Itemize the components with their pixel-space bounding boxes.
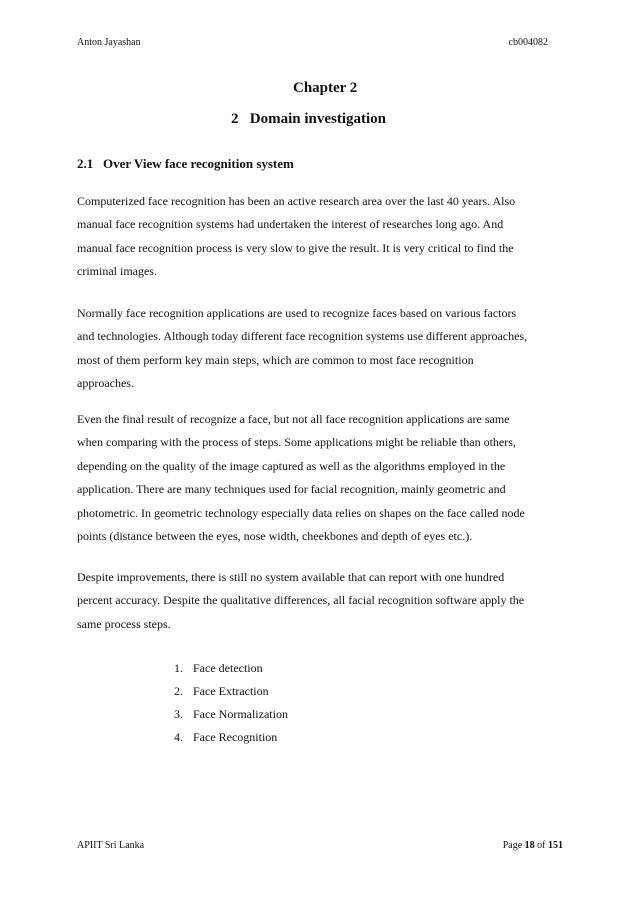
paragraph-line: manual face recognition systems had undertaken the interest of researches long ago. And bbox=[77, 217, 504, 232]
header-code: cb004082 bbox=[508, 37, 548, 48]
header-author: Anton Jayashan bbox=[77, 37, 141, 48]
page-header bbox=[77, 37, 548, 48]
subsection-heading bbox=[77, 156, 294, 172]
paragraph-line: Despite improvements, there is still no system available that can report with one hundred bbox=[77, 570, 505, 584]
paragraph-line: same process steps. bbox=[77, 616, 171, 631]
list-item-label: Face Extraction bbox=[193, 684, 269, 698]
paragraph-line: Even the final result of recognize a face, but not all face recognition applications are same bbox=[77, 412, 510, 426]
section-number: 2 bbox=[231, 111, 239, 127]
list-item-number: 3. bbox=[174, 707, 183, 721]
section-heading bbox=[231, 111, 386, 128]
footer-institution: APIIT Sri Lanka bbox=[77, 840, 145, 851]
paragraph-line: criminal images. bbox=[77, 264, 157, 279]
paragraph-line: when comparing with the process of steps. Some applications might be reliable than others, bbox=[77, 435, 516, 450]
paragraph bbox=[77, 408, 563, 548]
paragraph-line: Computerized face recognition has been an active research area over the last 40 years. Also bbox=[77, 194, 516, 208]
list-item-number: 1. bbox=[174, 661, 183, 675]
paragraph-line: percent accuracy. Despite the qualitative differences, all facial recognition software apply the bbox=[77, 593, 525, 608]
page-of: of bbox=[537, 840, 546, 851]
paragraph-line: photometric. In geometric technology especially data relies on shapes on the face called node bbox=[77, 505, 525, 520]
page-prefix: Page bbox=[502, 840, 523, 851]
chapter-title: Chapter 2 bbox=[293, 80, 358, 96]
page-number bbox=[503, 840, 563, 851]
list-item-number: 4. bbox=[174, 730, 183, 744]
paragraph-line: and technologies. Although today different face recognition systems use different approaches, bbox=[77, 329, 528, 344]
page-current: 18 bbox=[524, 840, 535, 851]
paragraph bbox=[77, 190, 563, 284]
page-total: 151 bbox=[548, 840, 563, 851]
subsection-number: 2.1 bbox=[77, 156, 94, 171]
page-footer bbox=[77, 840, 563, 851]
paragraph-line: manual face recognition process is very slow to give the result. It is very critical to find the bbox=[77, 240, 514, 255]
list-item bbox=[174, 680, 288, 703]
paragraph-line: most of them perform key main steps, which are common to most face recognition bbox=[77, 352, 474, 367]
list-item-label: Face Recognition bbox=[193, 730, 278, 744]
section-title: Domain investigation bbox=[249, 111, 387, 127]
process-steps-list bbox=[174, 657, 288, 749]
paragraph-line: application. There are many techniques used for facial recognition, mainly geometric and bbox=[77, 482, 506, 497]
paragraph-line: depending on the quality of the image captured as well as the algorithms employed in the bbox=[77, 458, 506, 473]
paragraph bbox=[77, 566, 563, 636]
list-item-number: 2. bbox=[174, 684, 183, 698]
paragraph-line: points (distance between the eyes, nose width, cheekbones and depth of eyes etc.). bbox=[77, 529, 473, 544]
list-item bbox=[174, 703, 288, 726]
list-item-label: Face detection bbox=[193, 661, 263, 675]
subsection-title: Over View face recognition system bbox=[103, 156, 294, 171]
list-item bbox=[174, 726, 288, 749]
list-item bbox=[174, 657, 288, 680]
paragraph bbox=[77, 302, 563, 396]
paragraph-line: approaches. bbox=[77, 376, 134, 391]
list-item-label: Face Normalization bbox=[193, 707, 288, 721]
paragraph-line: Normally face recognition applications are used to recognize faces based on various factors bbox=[77, 306, 517, 320]
